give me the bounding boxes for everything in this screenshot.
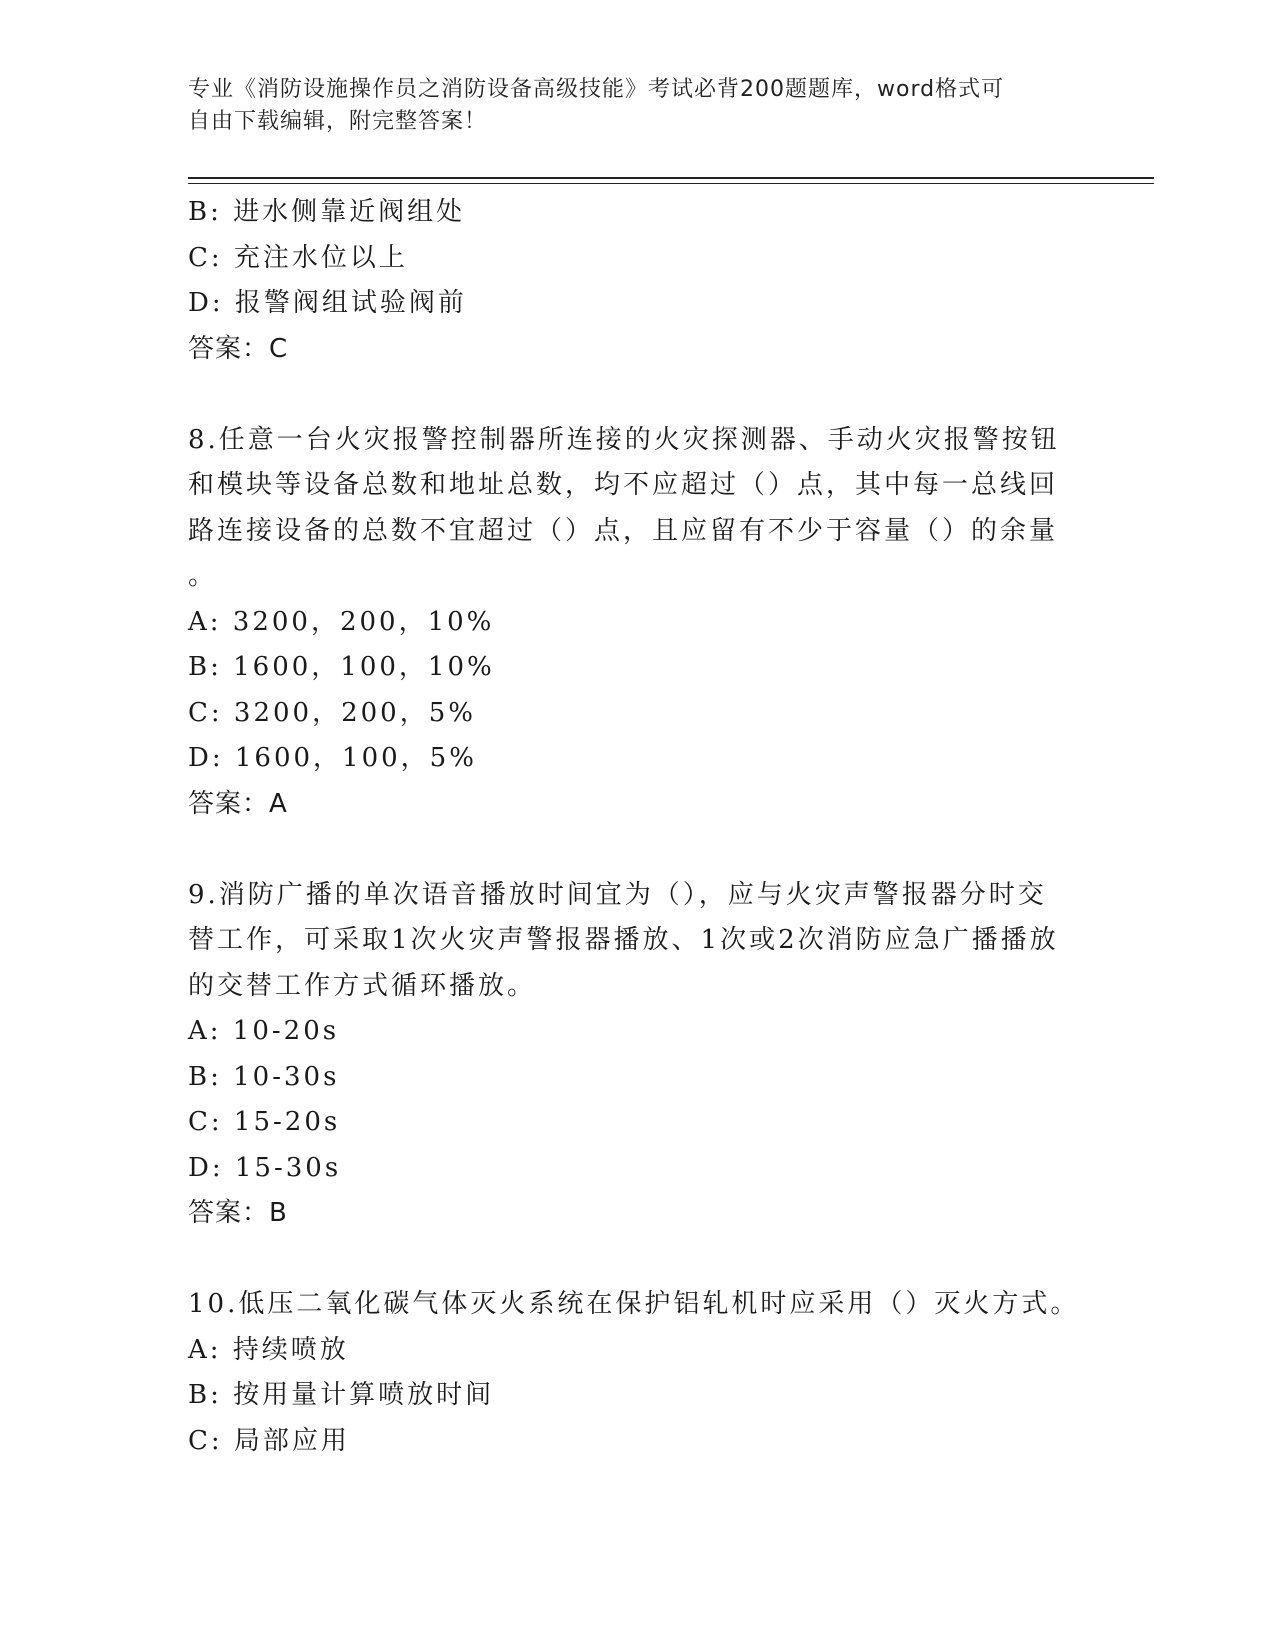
header-title-line-2: 自由下载编辑，附完整答案！ <box>188 109 488 134</box>
question-7-option-c: C: 充注水位以上 <box>188 242 408 273</box>
spacer <box>188 1237 1088 1283</box>
question-10-option-c: C: 局部应用 <box>188 1425 350 1456</box>
question-8-stem-line-4: 。 <box>188 561 218 591</box>
header-divider-thin <box>188 183 1154 184</box>
question-7-tail <box>188 190 1088 372</box>
spacer <box>188 372 1088 418</box>
question-8 <box>188 418 1088 828</box>
question-10-stem-line-1: 10.低压二氧化碳气体灭火系统在保护铝轧机时应采用（）灭火方式。 <box>188 1289 1080 1319</box>
question-8-stem-line-3: 路连接设备的总数不宜超过（）点，且应留有不少于容量（）的余量 <box>188 515 1059 546</box>
question-10-option-a: A: 持续喷放 <box>188 1334 349 1365</box>
header-divider-thick <box>188 177 1154 179</box>
question-9-option-a: A: 10-20s <box>188 1016 340 1046</box>
question-8-option-d: D: 1600，100，5% <box>188 743 477 773</box>
question-10-option-b: B: 按用量计算喷放时间 <box>188 1380 495 1410</box>
question-9-option-b: B: 10-30s <box>188 1061 340 1092</box>
question-8-option-a: A: 3200，200，10% <box>188 606 495 637</box>
question-content <box>188 190 1088 1464</box>
question-9-answer: 答案：B <box>188 1198 288 1228</box>
question-10 <box>188 1282 1088 1464</box>
question-8-stem-line-2: 和模块等设备总数和地址总数，均不应超过（）点，其中每一总线回 <box>188 470 1059 500</box>
question-7-option-b: B: 进水侧靠近阀组处 <box>188 197 466 227</box>
question-9-option-d: D: 15-30s <box>188 1152 342 1183</box>
document-header <box>188 74 1088 138</box>
question-7-answer: 答案：C <box>188 333 289 364</box>
question-9-stem-line-1: 9.消防广播的单次语音播放时间宜为（），应与火灾声警报器分时交 <box>188 879 1047 910</box>
spacer <box>188 827 1088 873</box>
question-8-stem-line-1: 8.任意一台火灾报警控制器所连接的火灾探测器、手动火灾报警按钮 <box>188 424 1060 455</box>
question-9-option-c: C: 15-20s <box>188 1107 341 1137</box>
question-9-stem-line-3: 的交替工作方式循环播放。 <box>188 970 537 1001</box>
question-7-option-d: D: 报警阀组试验阀前 <box>188 288 467 318</box>
header-title-line-1: 专业《消防设施操作员之消防设备高级技能》考试必背200题题库，word格式可 <box>188 77 1005 102</box>
question-9 <box>188 873 1088 1237</box>
question-8-answer: 答案：A <box>188 788 288 819</box>
question-8-option-c: C: 3200，200，5% <box>188 697 476 728</box>
question-8-option-b: B: 1600，100，10% <box>188 652 495 682</box>
question-9-stem-line-2: 替工作，可采取1次火灾声警报器播放、1次或2次消防应急广播播放 <box>188 925 1059 955</box>
